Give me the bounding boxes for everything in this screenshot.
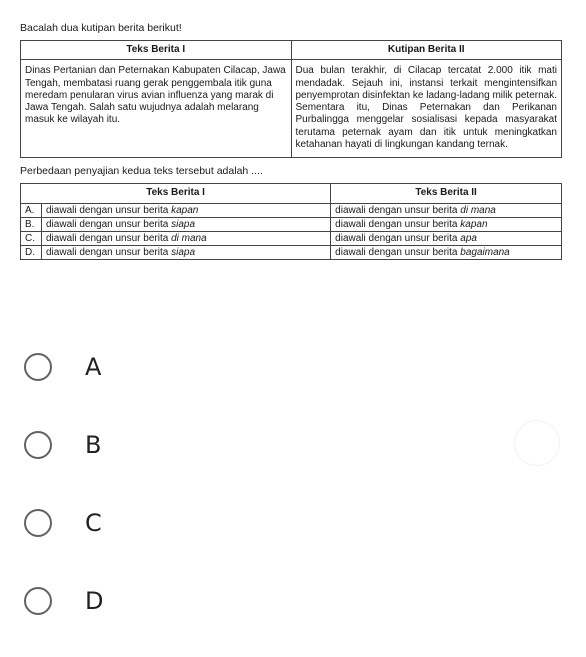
answer-options <box>24 345 564 657</box>
option-b[interactable] <box>24 423 564 467</box>
answer-choices-table <box>20 183 562 260</box>
choice-berita-1: diawali dengan unsur berita kapan <box>42 203 331 217</box>
option-d[interactable] <box>24 579 564 623</box>
option-label: A <box>85 353 102 381</box>
teks-berita-1-content: Dinas Pertanian dan Peternakan Kabupaten Cilacap, Jawa Tengah, membatasi ruang gerak penggembala itik guna meredam penularan virus avian influenza yang marak di Jawa Tengah. Salah satu wujudnya adalah melarang masuk ke wilayah itu. <box>21 60 292 158</box>
header-teks-berita-1: Teks Berita I <box>21 184 331 203</box>
choice-berita-2: diawali dengan unsur berita apa <box>331 232 562 246</box>
option-c[interactable] <box>24 501 564 545</box>
header-teks-berita-1: Teks Berita I <box>21 41 292 60</box>
choice-letter: C. <box>21 232 42 246</box>
faint-circle-icon <box>514 420 560 466</box>
intro-text: Bacalah dua kutipan berita berikut! <box>20 22 182 34</box>
choice-berita-2: diawali dengan unsur berita kapan <box>331 217 562 231</box>
table-row <box>21 246 562 260</box>
option-a[interactable] <box>24 345 564 389</box>
table-row <box>21 232 562 246</box>
table-row <box>21 217 562 231</box>
radio-button-icon[interactable] <box>24 431 52 459</box>
header-kutipan-berita-2: Kutipan Berita II <box>291 41 562 60</box>
choice-berita-1: diawali dengan unsur berita siapa <box>42 217 331 231</box>
radio-button-icon[interactable] <box>24 509 52 537</box>
question-text: Perbedaan penyajian kedua teks tersebut adalah .... <box>20 165 263 178</box>
choice-letter: B. <box>21 217 42 231</box>
radio-button-icon[interactable] <box>24 353 52 381</box>
kutipan-berita-2-content: Dua bulan terakhir, di Cilacap tercatat 2.000 itik mati mendadak. Sejauh ini, instansi terkait mengintensifkan penyemprotan disinfektan ke ladang-ladang milik peternak. Sementara itu, Dinas Peternakan dan Perikanan Purbalingga menggelar sosialisasi kepada masyarakat terutama peternak ayam dan itik untuk meningkatkan ketahanan hayati di lingkungan kandang ternak. <box>291 60 562 158</box>
news-excerpt-table <box>20 40 562 158</box>
choice-berita-2: diawali dengan unsur berita bagaimana <box>331 246 562 260</box>
option-label: C <box>85 509 102 537</box>
question-content <box>20 22 562 260</box>
option-label: B <box>85 431 102 459</box>
choice-berita-1: diawali dengan unsur berita siapa <box>42 246 331 260</box>
choice-berita-1: diawali dengan unsur berita di mana <box>42 232 331 246</box>
radio-button-icon[interactable] <box>24 587 52 615</box>
choice-letter: A. <box>21 203 42 217</box>
table-row <box>21 203 562 217</box>
option-label: D <box>85 587 104 615</box>
choice-berita-2: diawali dengan unsur berita di mana <box>331 203 562 217</box>
header-teks-berita-2: Teks Berita II <box>331 184 562 203</box>
choice-letter: D. <box>21 246 42 260</box>
